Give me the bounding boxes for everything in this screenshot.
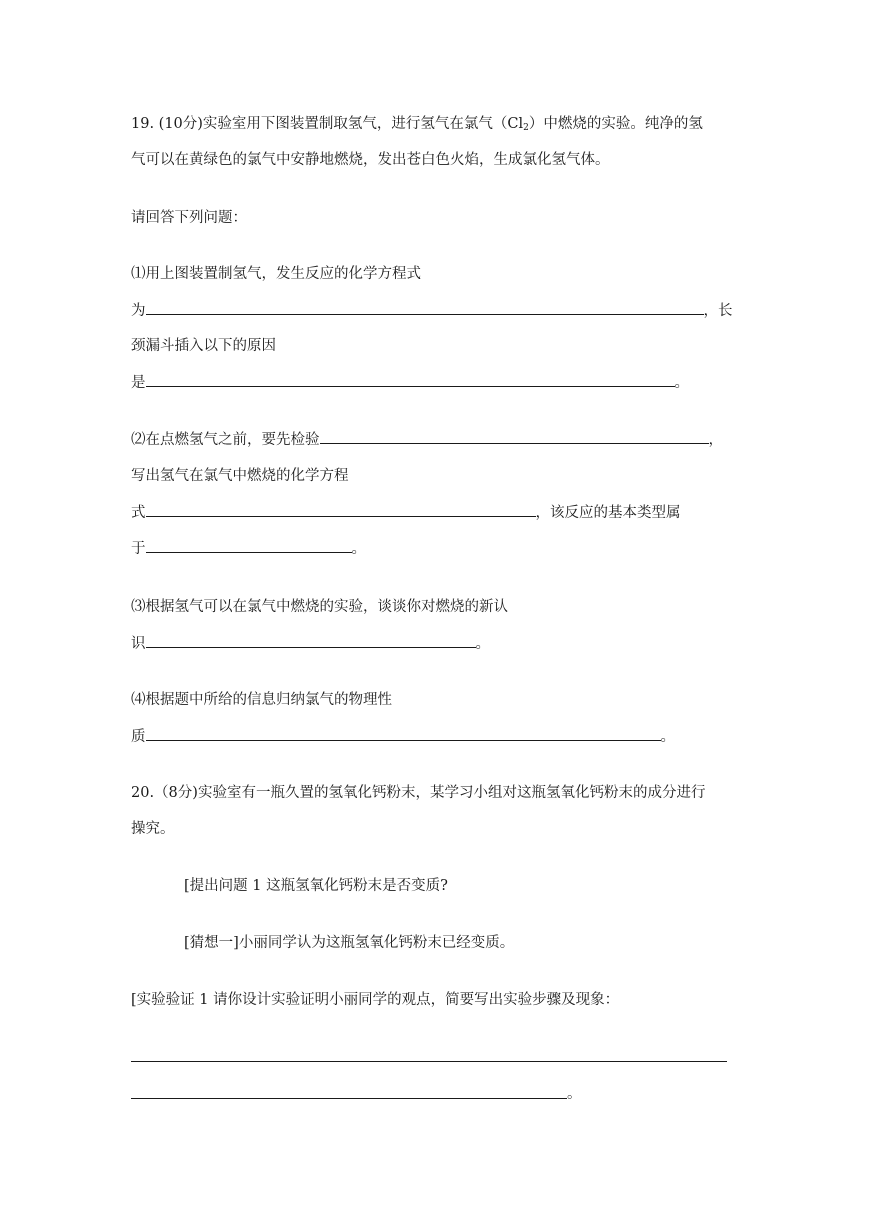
q20-stem-line-1: 20.（8分)实验室有一瓶久置的氢氧化钙粉末，某学习小组对这瓶氢氧化钙粉末的成分进行	[131, 785, 706, 801]
q19-stem-text-b: ）中燃烧的实验。纯净的氢	[528, 116, 703, 132]
q19-part2-intro: ⑵在点燃氢气之前，要先检验	[131, 432, 320, 448]
q19-part1-equation-blank[interactable]	[146, 300, 704, 315]
q19-part3-line-2	[131, 633, 490, 654]
q19-part3-period: 。	[475, 636, 490, 652]
q19-part2-comma: ，	[708, 432, 723, 448]
q19-part1-intro: ⑴用上图装置制氢气，发生反应的化学方程式	[131, 266, 421, 282]
q19-part2-line-4	[131, 538, 366, 559]
q19-part4-period: 。	[660, 729, 675, 745]
q19-part1-line-3: 颈漏斗插入以下的原因	[131, 338, 276, 354]
q19-part1-line-4	[131, 372, 689, 393]
q19-part4-prefix-zhi: 质	[131, 729, 146, 745]
q19-stem-text-a: 19. (10分)实验室用下图装置制取氢气，进行氢气在氯气（Cl	[131, 116, 524, 132]
q20-hypothesis-one: [猜想一]小丽同学认为这瓶氢氧化钙粉末已经变质。	[184, 935, 515, 951]
q20-answer-blank-line-2[interactable]	[131, 1098, 567, 1099]
q19-part4-line-1: ⑷根据题中所给的信息归纳氯气的物理性	[131, 692, 392, 708]
q19-part2-period: 。	[351, 541, 366, 557]
q20-raise-question: [提出问题 1 这瓶氢氧化钙粉末是否变质?	[184, 878, 448, 894]
q19-chlorine-subscript: 2	[523, 123, 529, 133]
q19-part4-answer-blank[interactable]	[146, 726, 661, 741]
q19-stem-line-1	[131, 114, 703, 138]
q19-part1-line-2	[131, 300, 733, 321]
q19-part2-prefix-shi: 式	[131, 505, 146, 521]
q20-end-period: 。	[567, 1086, 582, 1102]
q19-part3-prefix-shi: 识	[131, 636, 146, 652]
q19-part3-line-1: ⑶根据氢气可以在氯气中燃烧的实验，谈谈你对燃烧的新认	[131, 599, 508, 615]
q19-part2-equation-blank[interactable]	[146, 502, 536, 517]
q19-part2-check-blank[interactable]	[320, 429, 709, 444]
q19-part1-suffix: ，长	[703, 303, 733, 319]
q19-part2-line-2: 写出氢气在氯气中燃烧的化学方程	[131, 468, 349, 484]
q20-stem-line-2: 操究。	[131, 821, 175, 837]
q19-prompt: 请回答下列问题：	[131, 210, 247, 226]
q19-part2-line-3	[131, 502, 681, 523]
q19-part2-type-text: ，该反应的基本类型属	[535, 505, 681, 521]
q19-part1-prefix-shi: 是	[131, 375, 146, 391]
q19-stem-line-2: 气可以在黄绿色的氯气中安静地燃烧，发出苍白色火焰，生成氯化氢气体。	[131, 152, 610, 168]
q19-part2-type-blank[interactable]	[146, 538, 352, 553]
q19-part1-period: 。	[674, 375, 689, 391]
q20-answer-blank-line-1[interactable]	[131, 1061, 727, 1062]
q19-part2-line-1	[131, 429, 723, 450]
q19-part1-reason-blank[interactable]	[146, 372, 675, 387]
q20-experiment-verify: [实验验证 1 请你设计实验证明小丽同学的观点，简要写出实验步骤及现象：	[131, 992, 620, 1008]
q19-part4-line-2	[131, 726, 675, 747]
q19-part2-prefix-yu: 于	[131, 541, 146, 557]
q19-part1-prefix-wei: 为	[131, 303, 146, 319]
q19-part3-answer-blank[interactable]	[146, 633, 476, 648]
